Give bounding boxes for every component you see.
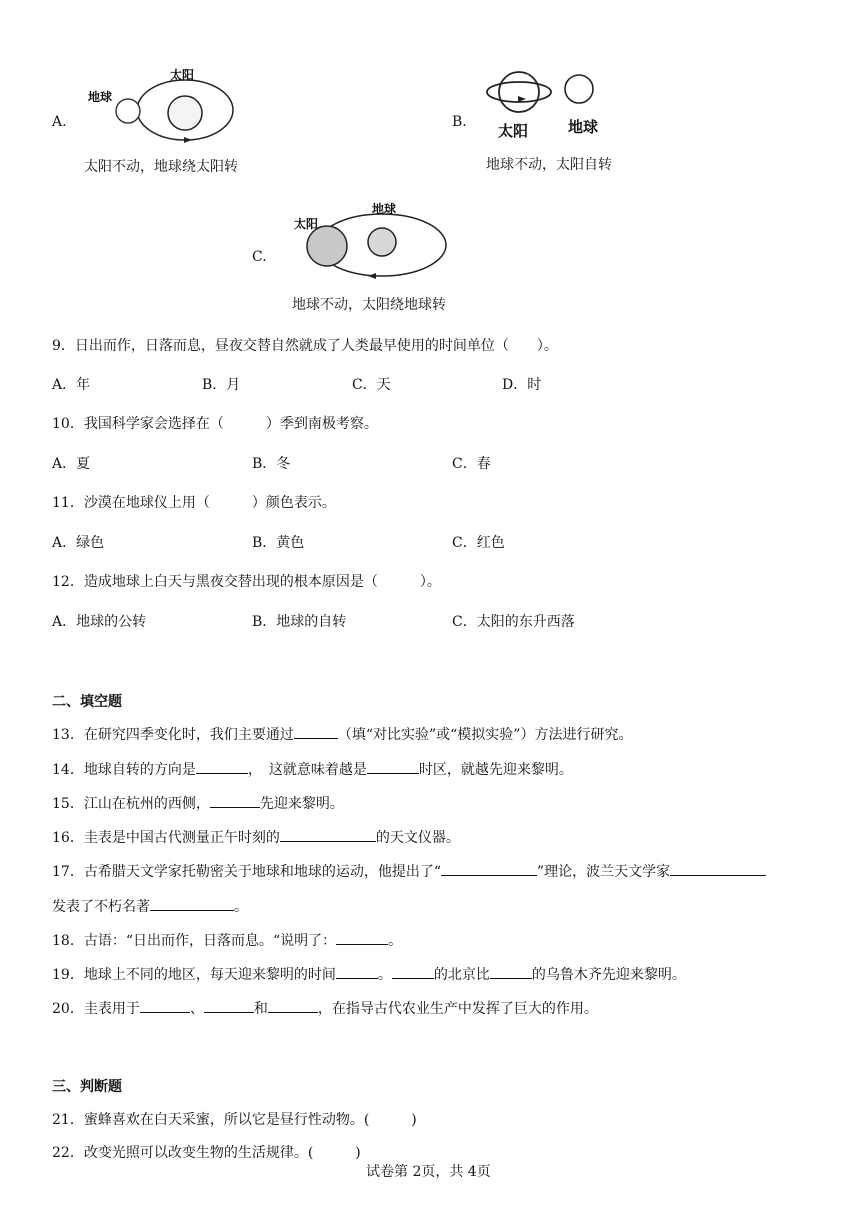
- question-11: 11．沙漠在地球仪上用（ ）颜色表示。: [52, 495, 336, 511]
- q20-blank-3[interactable]: [268, 998, 318, 1013]
- q14-blank-1[interactable]: [196, 759, 248, 774]
- q19-part-3: 的北京比: [433, 967, 490, 983]
- question-15: [52, 793, 344, 814]
- option-b-caption: 地球不动，太阳自转: [486, 157, 612, 173]
- question-16: [52, 827, 460, 848]
- q19-blank-1[interactable]: [336, 964, 378, 979]
- question-20: [52, 998, 598, 1019]
- q17-part-2: ”理论，波兰天文学家: [536, 864, 671, 880]
- q14-part-1: 14．地球自转的方向是: [52, 762, 196, 778]
- q19-blank-2[interactable]: [392, 964, 434, 979]
- q20-part-1: 20．圭表用于: [52, 1001, 140, 1017]
- section-2-title: 二、填空题: [52, 694, 122, 710]
- option-a-sun-label: 太阳: [170, 68, 195, 82]
- question-9: 9．日出而作，日落而息，昼夜交替自然就成了人类最早使用的时间单位（ ）。: [52, 338, 558, 354]
- q14-part-3: 时区，就越先迎来黎明。: [418, 762, 573, 778]
- q13-part-2: （填“对比实验”或“模拟实验”）方法进行研究。: [337, 727, 633, 743]
- q19-part-2: 。: [377, 967, 392, 983]
- q9-option-a: A．年: [52, 377, 91, 393]
- q18-blank[interactable]: [336, 930, 388, 945]
- q12-option-a: A．地球的公转: [52, 614, 147, 630]
- question-21: 21．蜜蜂喜欢在白天采蜜，所以它是昼行性动物。( ): [52, 1112, 417, 1128]
- q15-part-1: 15．江山在杭州的西侧，: [52, 796, 210, 812]
- question-17: [52, 861, 766, 882]
- q11-option-c: C．红色: [452, 535, 505, 551]
- q14-blank-2[interactable]: [367, 759, 419, 774]
- q10-option-b: B．冬: [252, 456, 291, 472]
- q18-part-1: 18．古语：“日出而作，日落而息。“说明了：: [52, 933, 337, 949]
- q18-part-2: 。: [388, 933, 403, 949]
- q16-blank[interactable]: [280, 827, 376, 842]
- q14-part-2: ， 这就意味着越是: [247, 762, 367, 778]
- q17-part-3: 发表了不朽名著: [52, 899, 150, 915]
- q17-part-1: 17．古希腊天文学家托勒密关于地球和地球的运动，他提出了“: [52, 864, 441, 880]
- q15-part-2: 先迎来黎明。: [259, 796, 344, 812]
- q9-option-d: D．时: [502, 377, 542, 393]
- q12-option-c: C．太阳的东升西落: [452, 614, 575, 630]
- q20-part-2: 、: [189, 1001, 204, 1017]
- q20-part-4: ，在指导古代农业生产中发挥了巨大的作用。: [317, 1001, 598, 1017]
- option-c-earth-label: 地球: [372, 202, 397, 216]
- q20-blank-1[interactable]: [140, 998, 190, 1013]
- q10-option-c: C．春: [452, 456, 491, 472]
- option-c-sun-label: 太阳: [294, 217, 319, 231]
- option-b-sun-label: 太阳: [498, 122, 529, 140]
- diagram-b: [484, 70, 614, 120]
- q16-part-2: 的天文仪器。: [375, 830, 460, 846]
- question-18: [52, 930, 402, 951]
- q17-part-4: 。: [234, 899, 248, 915]
- question-13: [52, 724, 632, 745]
- q9-option-b: B．月: [202, 377, 241, 393]
- q20-part-3: 和: [253, 1001, 268, 1017]
- question-12: 12．造成地球上白天与黑夜交替出现的根本原因是（ ）。: [52, 574, 441, 590]
- option-a-caption: 太阳不动，地球绕太阳转: [84, 159, 238, 175]
- q13-blank[interactable]: [294, 724, 338, 739]
- q12-option-b: B．地球的自转: [252, 614, 347, 630]
- q20-blank-2[interactable]: [204, 998, 254, 1013]
- page-footer: 试卷第 2页，共 4页: [366, 1164, 491, 1180]
- question-22: 22．改变光照可以改变生物的生活规律。( ): [52, 1145, 361, 1161]
- option-a-letter: A.: [52, 114, 67, 130]
- q11-option-b: B．黄色: [252, 535, 305, 551]
- q15-blank[interactable]: [210, 793, 260, 808]
- q19-part-4: 的乌鲁木齐先迎来黎明。: [531, 967, 686, 983]
- question-17-line-2: [52, 896, 248, 917]
- option-c-caption: 地球不动，太阳绕地球转: [292, 297, 446, 313]
- option-b-earth-label: 地球: [568, 118, 599, 136]
- q9-option-c: C．天: [352, 377, 391, 393]
- section-3-title: 三、判断题: [52, 1079, 122, 1095]
- question-10: 10．我国科学家会选择在（ ）季到南极考察。: [52, 416, 378, 432]
- q17-blank-2[interactable]: [670, 861, 766, 876]
- question-19: [52, 964, 686, 985]
- q10-option-a: A．夏: [52, 456, 91, 472]
- question-14: [52, 759, 573, 780]
- option-c-letter: C.: [252, 249, 267, 265]
- option-a-earth-label: 地球: [88, 90, 113, 104]
- q16-part-1: 16．圭表是中国古代测量正午时刻的: [52, 830, 280, 846]
- q17-blank-3[interactable]: [150, 896, 234, 911]
- q19-part-1: 19．地球上不同的地区，每天迎来黎明的时间: [52, 967, 336, 983]
- q19-blank-3[interactable]: [490, 964, 532, 979]
- q13-part-1: 13．在研究四季变化时，我们主要通过: [52, 727, 294, 743]
- q11-option-a: A．绿色: [52, 535, 105, 551]
- option-b-letter: B.: [452, 114, 467, 130]
- q17-blank-1[interactable]: [441, 861, 537, 876]
